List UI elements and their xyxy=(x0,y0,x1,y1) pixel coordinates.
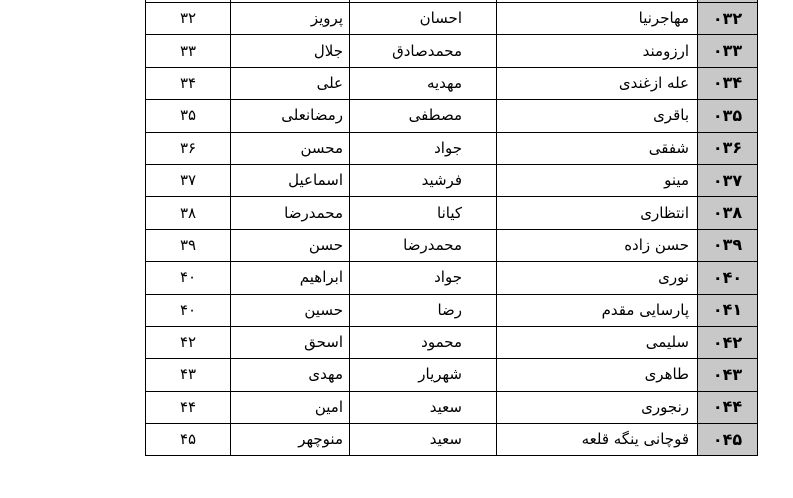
father-name-cell: جلال xyxy=(231,35,350,67)
name-table xyxy=(145,0,758,456)
code-cell: ۴۲ xyxy=(146,326,231,358)
father-name-cell: علی xyxy=(231,67,350,99)
last-name-cell: پارسایی مقدم xyxy=(497,294,698,326)
row-number-cell: ۰۴۴ xyxy=(698,391,758,423)
first-name-cell: شهریار xyxy=(350,359,497,391)
father-name-cell: پرویز xyxy=(231,3,350,35)
code-cell: ۳۸ xyxy=(146,197,231,229)
row-number-cell: ۰۴۳ xyxy=(698,359,758,391)
last-name-cell: باقری xyxy=(497,100,698,132)
father-name-cell: اسحق xyxy=(231,326,350,358)
code-cell: ۳۴ xyxy=(146,67,231,99)
first-name-cell: محمدرضا xyxy=(350,229,497,261)
first-name-cell: سعید xyxy=(350,391,497,423)
code-cell: ۳۳ xyxy=(146,35,231,67)
father-name-cell: رمضانعلی xyxy=(231,100,350,132)
row-number-cell: ۰۴۰ xyxy=(698,262,758,294)
father-name-cell: اسماعیل xyxy=(231,164,350,196)
first-name-cell: محمود xyxy=(350,326,497,358)
student-list-table xyxy=(145,0,743,456)
father-name-cell: امین xyxy=(231,391,350,423)
last-name-cell: عله ازغندی xyxy=(497,67,698,99)
last-name-cell: ارزومند xyxy=(497,35,698,67)
code-cell: ۴۳ xyxy=(146,359,231,391)
row-number-cell: ۰۳۲ xyxy=(698,3,758,35)
father-name-cell: حسن xyxy=(231,229,350,261)
first-name-cell: جواد xyxy=(350,262,497,294)
father-name-cell: حسین xyxy=(231,294,350,326)
father-name-cell: منوچهر xyxy=(231,424,350,456)
father-name-cell: مهدی xyxy=(231,359,350,391)
code-cell: ۴۰ xyxy=(146,294,231,326)
code-cell: ۴۰ xyxy=(146,262,231,294)
last-name-cell: طاهری xyxy=(497,359,698,391)
first-name-cell: سعید xyxy=(350,424,497,456)
code-cell: ۳۶ xyxy=(146,132,231,164)
table-row xyxy=(146,294,758,326)
table-row xyxy=(146,67,758,99)
father-name-cell: ابراهیم xyxy=(231,262,350,294)
row-number-cell: ۰۳۸ xyxy=(698,197,758,229)
row-number-cell: ۰۳۷ xyxy=(698,164,758,196)
table-row xyxy=(146,100,758,132)
last-name-cell: مینو xyxy=(497,164,698,196)
last-name-cell: رنجوری xyxy=(497,391,698,423)
father-name-cell: محسن xyxy=(231,132,350,164)
row-number-cell: ۰۳۵ xyxy=(698,100,758,132)
code-cell: ۳۲ xyxy=(146,3,231,35)
last-name-cell: سلیمی xyxy=(497,326,698,358)
first-name-cell: فرشید xyxy=(350,164,497,196)
table-row xyxy=(146,424,758,456)
father-name-cell: محمدرضا xyxy=(231,197,350,229)
first-name-cell: محمدصادق xyxy=(350,35,497,67)
row-number-cell: ۰۴۲ xyxy=(698,326,758,358)
code-cell: ۳۵ xyxy=(146,100,231,132)
code-cell: ۳۷ xyxy=(146,164,231,196)
row-number-cell: ۰۳۴ xyxy=(698,67,758,99)
row-number-cell: ۰۴۱ xyxy=(698,294,758,326)
code-cell: ۳۹ xyxy=(146,229,231,261)
last-name-cell: مهاجرنیا xyxy=(497,3,698,35)
code-cell: ۴۴ xyxy=(146,391,231,423)
first-name-cell: مهدیه xyxy=(350,67,497,99)
code-cell: ۴۵ xyxy=(146,424,231,456)
table-row xyxy=(146,229,758,261)
row-number-cell: ۰۳۹ xyxy=(698,229,758,261)
first-name-cell: کیانا xyxy=(350,197,497,229)
first-name-cell: رضا xyxy=(350,294,497,326)
last-name-cell: قوچانی ینگه قلعه xyxy=(497,424,698,456)
table-row xyxy=(146,132,758,164)
row-number-cell: ۰۳۶ xyxy=(698,132,758,164)
table-row xyxy=(146,35,758,67)
table-row xyxy=(146,164,758,196)
row-number-cell: ۰۳۳ xyxy=(698,35,758,67)
table-row xyxy=(146,262,758,294)
first-name-cell: احسان xyxy=(350,3,497,35)
row-number-cell: ۰۴۵ xyxy=(698,424,758,456)
last-name-cell: انتظاری xyxy=(497,197,698,229)
table-row xyxy=(146,326,758,358)
table-row xyxy=(146,359,758,391)
last-name-cell: شفقی xyxy=(497,132,698,164)
first-name-cell: جواد xyxy=(350,132,497,164)
table-row xyxy=(146,197,758,229)
last-name-cell: نوری xyxy=(497,262,698,294)
table-row xyxy=(146,3,758,35)
last-name-cell: حسن زاده xyxy=(497,229,698,261)
table-row xyxy=(146,391,758,423)
first-name-cell: مصطفی xyxy=(350,100,497,132)
table-body xyxy=(146,0,758,456)
